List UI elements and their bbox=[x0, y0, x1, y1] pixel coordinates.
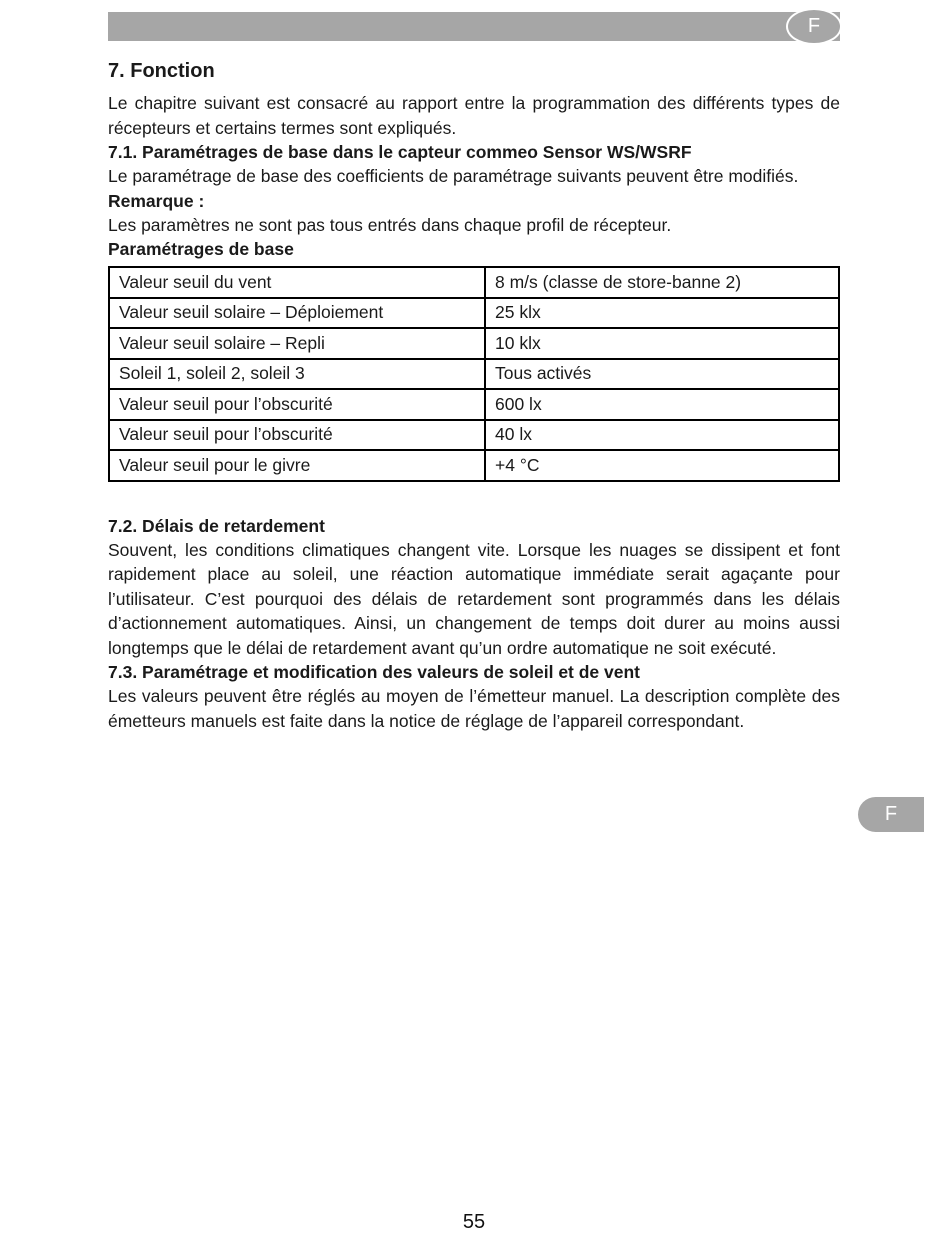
section-7-paragraph: Le chapitre suivant est consacré au rapport entre la programmation des différents types de récepteurs et certains termes sont expliqués. bbox=[108, 93, 840, 138]
table-cell-value: 25 klx bbox=[485, 298, 839, 329]
section-7-3-paragraph: Les valeurs peuvent être réglés au moyen de l’émetteur manuel. La description complète des émetteurs manuels est faite dans la notice de réglage de l’appareil correspondant. bbox=[108, 686, 840, 731]
table-cell-label: Valeur seuil solaire – Déploiement bbox=[109, 298, 485, 329]
table-cell-value: +4 °C bbox=[485, 450, 839, 481]
settings-table bbox=[108, 266, 840, 482]
table-row bbox=[109, 267, 839, 298]
table-row bbox=[109, 328, 839, 359]
table-cell-value: Tous activés bbox=[485, 359, 839, 390]
table-cell-label: Valeur seuil pour l’obscurité bbox=[109, 389, 485, 420]
section-7-title: 7. Fonction bbox=[108, 60, 215, 82]
remark-paragraph: Les paramètres ne sont pas tous entrés dans chaque profil de récepteur. bbox=[108, 214, 672, 235]
table-cell-label: Soleil 1, soleil 2, soleil 3 bbox=[109, 359, 485, 390]
page-content bbox=[108, 0, 840, 733]
table-cell-value: 10 klx bbox=[485, 328, 839, 359]
table-title: Paramétrages de base bbox=[108, 239, 294, 259]
page-number: 55 bbox=[462, 1211, 486, 1233]
section-7-1-paragraph: Le paramétrage de base des coefficients de paramétrage suivants peuvent être modifiés. bbox=[108, 166, 799, 186]
table-row bbox=[109, 359, 839, 390]
table-cell-value: 8 m/s (classe de store-banne 2) bbox=[485, 267, 839, 298]
section-7-3-title: 7.3. Paramétrage et modification des valeurs de soleil et de vent bbox=[108, 662, 641, 682]
remark-title: Remarque : bbox=[108, 190, 205, 211]
language-badge bbox=[786, 8, 842, 45]
table-cell-label: Valeur seuil du vent bbox=[109, 267, 485, 298]
table-cell-label: Valeur seuil pour le givre bbox=[109, 450, 485, 481]
language-tab bbox=[858, 797, 924, 832]
table-cell-value: 40 lx bbox=[485, 420, 839, 451]
table-cell-value: 600 lx bbox=[485, 389, 839, 420]
header-bar bbox=[108, 12, 840, 41]
table-cell-label: Valeur seuil solaire – Repli bbox=[109, 328, 485, 359]
table-row bbox=[109, 450, 839, 481]
section-7-1-title: 7.1. Paramétrages de base dans le capteur commeo Sensor WS/WSRF bbox=[108, 142, 692, 162]
table-cell-label: Valeur seuil pour l’obscurité bbox=[109, 420, 485, 451]
language-badge-letter: F bbox=[807, 15, 821, 37]
table-row bbox=[109, 389, 839, 420]
table-row bbox=[109, 298, 839, 329]
table-row bbox=[109, 420, 839, 451]
section-7-2-paragraph: Souvent, les conditions climatiques changent vite. Lorsque les nuages se dissipent et font rapidement place au soleil, une réaction automatique immédiate serait agaçante pour l’utilisateur. C’est pourquoi des délais de retardement sont programmés dans les délais d’actionnement automatiques. Ainsi, un changement de temps doit durer au moins aussi longtemps que le délai de retardement avant qu’un ordre automatique ne soit exécuté. bbox=[108, 539, 840, 658]
language-tab-letter: F bbox=[884, 803, 898, 825]
section-7-2-title: 7.2. Délais de retardement bbox=[108, 515, 325, 536]
